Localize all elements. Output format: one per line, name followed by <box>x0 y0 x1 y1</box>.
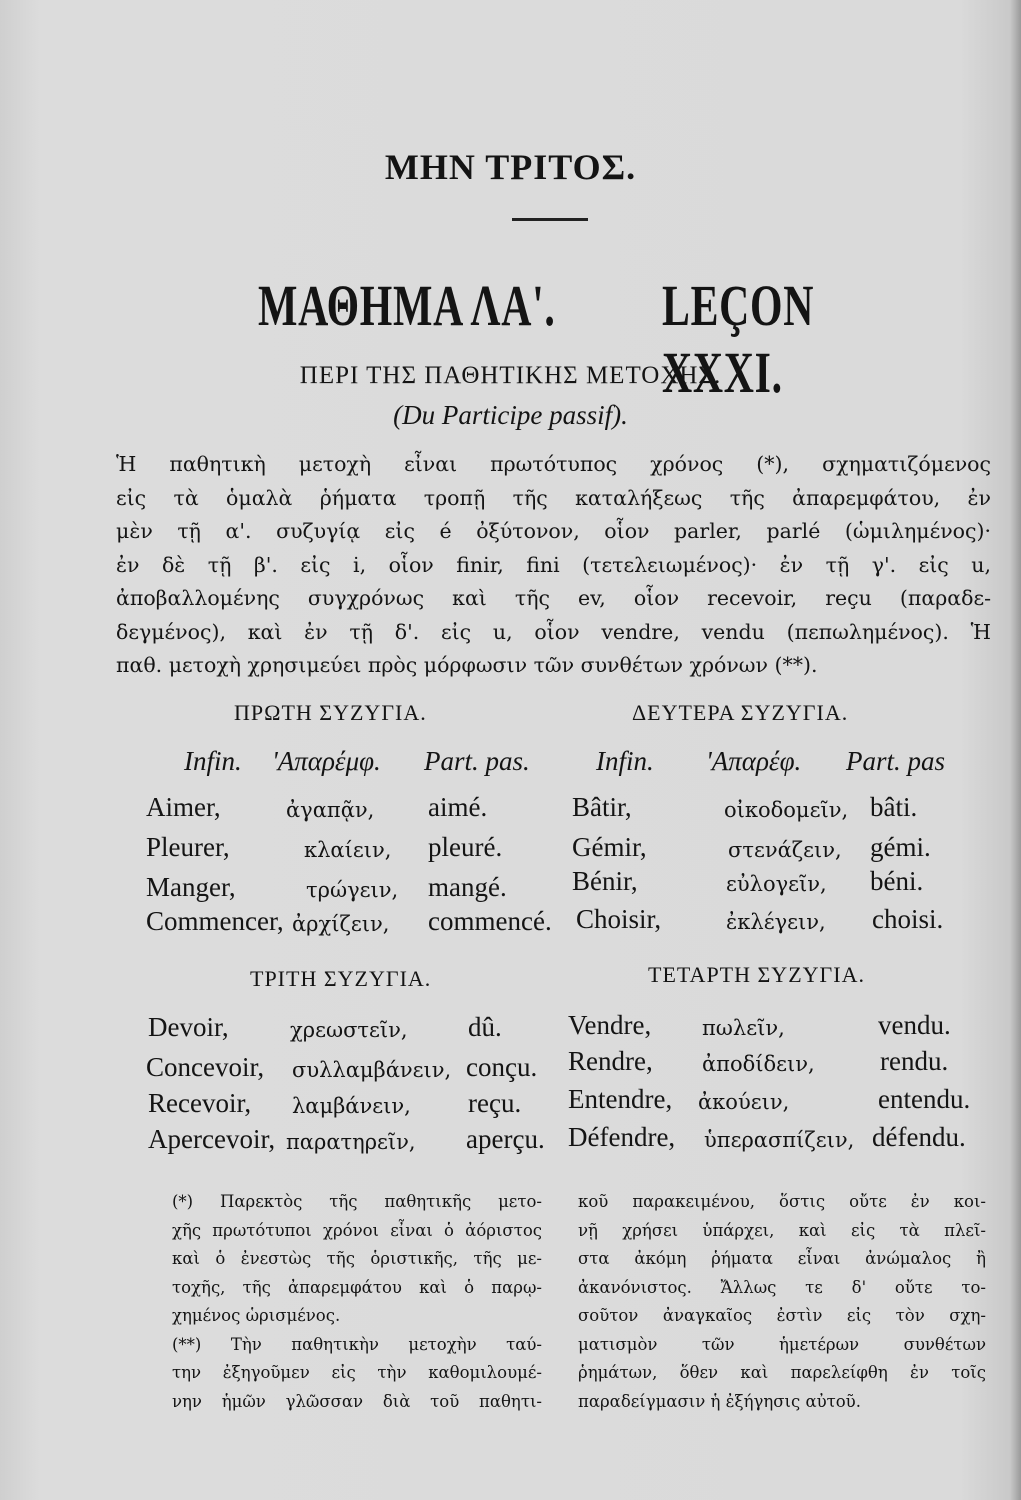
verb-participle: défendu. <box>872 1122 966 1152</box>
verb-participle: rendu. <box>880 1046 949 1076</box>
footnote-line: τοχῆς, τῆς ἀπαρεμφάτου καὶ ὁ παρῳ- <box>172 1277 542 1297</box>
footnote-line: νην ἡμῶν γλῶσσαν διὰ τοῦ παθητι- <box>172 1391 542 1411</box>
footnote-line: καὶ ὁ ἐνεστὼς τῆς ὁριστικῆς, τῆς με- <box>172 1249 542 1268</box>
verb-participle: pleuré. <box>428 832 503 862</box>
verb-greek: τρώγειν, <box>306 878 399 902</box>
verb-participle: vendu. <box>878 1010 951 1040</box>
verb-infinitive: Choisir, <box>576 904 662 934</box>
section-heading: ΠΕΡΙ ΤΗΣ ΠΑΘΗΤΙΚΗΣ ΜΕΤΟΧΗΣ. <box>299 362 722 389</box>
verb-greek: χρεωστεῖν, <box>290 1018 408 1042</box>
fourth-conjugation-title: ΤΕΤΑΡΤΗ ΣΥΖΥΓΙΑ. <box>648 962 865 987</box>
footnote-line: παραδείγμασιν ἡ ἐξήγησις αὐτοῦ. <box>578 1391 861 1411</box>
verb-infinitive: Recevoir, <box>148 1088 252 1118</box>
verb-participle: reçu. <box>468 1088 522 1118</box>
first-header-greek: 'Απαρέμφ. <box>272 746 381 776</box>
verb-participle: béni. <box>870 866 924 896</box>
verb-infinitive: Vendre, <box>568 1010 652 1040</box>
verb-greek: λαμβάνειν, <box>292 1094 411 1118</box>
verb-greek: οἰκοδομεῖν, <box>724 798 849 822</box>
verb-greek: ὑπερασπίζειν, <box>704 1128 855 1152</box>
verb-greek: παρατηρεῖν, <box>286 1130 416 1154</box>
footnote-line: χημένος ὡρισμένος. <box>172 1306 341 1325</box>
section-subheading: (Du Participe passif). <box>393 400 628 430</box>
second-conjugation-title: ΔΕΥΤΕΡΑ ΣΥΖΥΓΙΑ. <box>632 700 849 725</box>
verb-participle: aimé. <box>428 792 488 822</box>
verb-infinitive: Bénir, <box>572 866 638 896</box>
footnotes-left <box>172 1188 542 1416</box>
second-header-greek: 'Απαρέφ. <box>706 746 802 776</box>
footnote-line: ματισμὸν τῶν ἡμετέρων συνθέτων <box>578 1334 986 1354</box>
verb-greek: πωλεῖν, <box>702 1016 785 1040</box>
verb-infinitive: Manger, <box>146 872 236 902</box>
verb-infinitive: Pleurer, <box>146 832 230 862</box>
first-conjugation-title: ΠΡΩΤΗ ΣΥΖΥΓΙΑ. <box>234 700 427 725</box>
second-header-infinitive: Infin. <box>596 746 654 776</box>
verb-greek: ἀποδίδειν, <box>702 1052 815 1076</box>
footnote-line: νῇ χρήσει ὑπάρχει, καὶ εἰς τὰ πλεῖ- <box>578 1220 986 1240</box>
verb-infinitive: Commencer, <box>146 906 284 936</box>
verb-participle: conçu. <box>466 1052 538 1082</box>
verb-greek: ἀκούειν, <box>698 1090 790 1114</box>
footnote-line: σοῦτον ἀναγκαῖος ἐστὶν εἰς τὸν σχη- <box>578 1306 986 1325</box>
verb-greek: συλλαμβάνειν, <box>292 1058 452 1082</box>
verb-infinitive: Bâtir, <box>572 792 632 822</box>
paragraph-line: ἀποβαλλομένης συγχρόνως καὶ τῆς ev, οἷον recevoir, reçu (παραδε- <box>116 586 991 610</box>
paragraph-line: παθ. μετοχὴ χρησιμεύει πρὸς μόρφωσιν τῶν συνθέτων χρόνων (**). <box>116 653 818 677</box>
verb-participle: aperçu. <box>466 1124 545 1154</box>
title-rule <box>512 218 588 221</box>
lesson-title-french: LEÇON XXXI. <box>662 273 815 405</box>
footnote-line: κοῦ παρακειμένου, ὅστις οὔτε ἐν κοι- <box>578 1192 986 1211</box>
footnote-line: ῥημάτων, ὅθεν καὶ παρελείφθη ἐν τοῖς <box>578 1363 986 1382</box>
verb-participle: dû. <box>468 1012 502 1042</box>
month-title: ΜΗΝ ΤΡΙΤΟΣ. <box>384 147 637 187</box>
verb-infinitive: Rendre, <box>568 1046 653 1076</box>
verb-participle: gémi. <box>870 832 931 862</box>
verb-participle: mangé. <box>428 872 507 902</box>
verb-greek: ἐκλέγειν, <box>726 910 826 934</box>
footnote-line: (**) Τὴν παθητικὴν μετοχὴν ταύ- <box>172 1334 542 1354</box>
third-conjugation-title: ΤΡΙΤΗ ΣΥΖΥΓΙΑ. <box>250 966 432 991</box>
verb-participle: entendu. <box>878 1084 971 1114</box>
footnote-line: χῆς πρωτότυποι χρόνοι εἶναι ὁ ἀόριστος <box>172 1220 542 1240</box>
paragraph-line: Ἡ παθητικὴ μετοχὴ εἶναι πρωτότυπος χρόνος (*), σχηματιζόμενος <box>116 452 991 476</box>
verb-participle: choisi. <box>872 904 944 934</box>
verb-greek: κλαίειν, <box>304 838 392 862</box>
verb-infinitive: Concevoir, <box>146 1052 265 1082</box>
paragraph-line: δεγμένος), καὶ ἐν τῇ δ'. εἰς u, οἷον vendre, vendu (πεπωλημένος). Ἡ <box>116 619 991 644</box>
body-paragraph <box>116 448 991 683</box>
second-header-participle: Part. pas <box>846 746 946 776</box>
footnote-line: στα ἀκόμη ῥήματα εἶναι ἀνώμαλος ἢ <box>578 1249 986 1268</box>
verb-greek: εὐλογεῖν, <box>726 872 827 896</box>
verb-infinitive: Entendre, <box>568 1084 673 1114</box>
paragraph-line: εἰς τὰ ὁμαλὰ ῥήματα τροπῇ τῆς καταλήξεως τῆς ἀπαρεμφάτου, ἐν <box>116 485 991 510</box>
verb-infinitive: Devoir, <box>148 1012 229 1042</box>
verb-greek: στενάζειν, <box>728 838 842 862</box>
footnote-line: (*) Παρεκτὸς τῆς παθητικῆς μετο- <box>172 1192 542 1211</box>
footnote-line: ἀκανόνιστος. Ἄλλως τε δ' οὔτε το- <box>578 1277 986 1297</box>
lesson-title-greek: ΜΑΘΗΜΑ ΛΑ'. <box>258 273 556 338</box>
verb-participle: bâti. <box>870 792 918 822</box>
first-header-participle: Part. pas. <box>424 746 530 776</box>
verb-infinitive: Apercevoir, <box>148 1124 276 1154</box>
footnote-line: την ἐξηγοῦμεν εἰς τὴν καθομιλουμέ- <box>172 1363 542 1382</box>
first-header-infinitive: Infin. <box>184 746 242 776</box>
verb-infinitive: Défendre, <box>568 1122 676 1152</box>
verb-greek: ἀγαπᾷν, <box>286 798 375 822</box>
footnotes-right <box>578 1188 986 1416</box>
paragraph-line: ἐν δὲ τῇ β'. εἰς i, οἷον finir, fini (τετελειωμένος)· ἐν τῇ γ'. εἰς u, <box>116 552 991 577</box>
verb-participle: commencé. <box>428 906 552 936</box>
paragraph-line: μὲν τῇ α'. συζυγίᾳ εἰς é ὀξύτονον, οἷον parler, parlé (ὡμιλημένος)· <box>116 519 991 543</box>
verb-greek: ἀρχίζειν, <box>292 912 390 936</box>
verb-infinitive: Gémir, <box>572 832 647 862</box>
verb-infinitive: Aimer, <box>146 792 221 822</box>
